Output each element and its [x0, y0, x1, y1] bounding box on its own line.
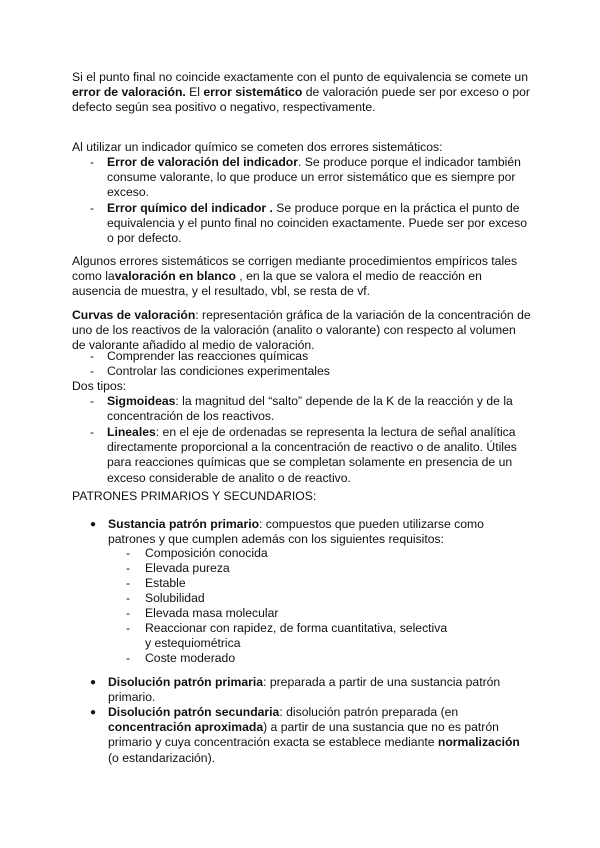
- term-error-quimico-indicador: Error químico del indicador .: [107, 201, 273, 215]
- term-disolucion-patron-secundaria: Disolución patrón secundaria: [108, 705, 280, 719]
- paragraph-indicador-intro: Al utilizar un indicador químico se cometen dos errores sistemáticos:: [72, 140, 443, 154]
- paragraph-curvas-valoracion: Curvas de valoración: representación gráfica de la variación de la concentración de uno de los reactivos de la valoración (analito o valorante) con respecto al volumen de valorante añadido al medio de valoración.: [72, 308, 531, 353]
- term-lineales: Lineales: [107, 425, 156, 439]
- paragraph-valoracion-blanco: Algunos errores sistemáticos se corrigen mediante procedimientos empíricos tales como lavaloración en blanco , en la que se valora el medio de reacción en ausencia de muestra, y el resultado, vbl, se resta de vf.: [72, 254, 518, 299]
- list-item: - Solubilidad: [126, 591, 205, 605]
- bullet-item: ● Disolución patrón primaria: preparada a partir de una sustancia patrón primario.: [90, 675, 501, 705]
- term-valoracion-blanco: valoración en blanco: [114, 269, 236, 284]
- term-disolucion-patron-primaria: Disolución patrón primaria: [108, 675, 264, 689]
- bullet-item: ● Sustancia patrón primario: compuestos que pueden utilizarse como patrones y que cumplen además con los siguientes requisitos:: [90, 517, 484, 547]
- list-item: - Elevada pureza: [126, 561, 230, 575]
- list-item: - Estable: [126, 576, 186, 590]
- list-item: - Elevada masa molecular: [126, 606, 279, 620]
- bullet-dot-icon: ●: [90, 707, 97, 718]
- term-concentracion-aproximada: concentración aproximada: [108, 720, 264, 735]
- term-error-valoracion-indicador: Error de valoración del indicador: [107, 155, 298, 169]
- term-sigmoideas: Sigmoideas: [107, 394, 176, 408]
- list-item: - Coste moderado: [126, 651, 236, 665]
- bullet-dot-icon: ●: [90, 677, 97, 688]
- term-error-valoracion: error de valoración.: [72, 85, 186, 100]
- bullet-item: ● Disolución patrón secundaria: disolución patrón preparada (en concentración aproximada) a partir de una sustancia que no es patrón primario y cuya concentración exacta se establece mediante normalización (o estandarización).: [90, 705, 520, 765]
- list-item: - Controlar las condiciones experimentales: [90, 364, 330, 378]
- term-normalizacion: normalización: [437, 735, 520, 750]
- list-item: - Composición conocida: [126, 546, 268, 560]
- list-item: - Error químico del indicador . Se produce porque en la práctica el punto de equivalencia y el punto final no coinciden exactamente. Puede ser por exceso o por defecto.: [90, 201, 528, 246]
- list-item: - Comprender las reacciones químicas: [90, 349, 309, 363]
- paragraph-error-valoracion: Si el punto final no coincide exactamente con el punto de equivalencia se comete un error de valoración. El error sistemático de valoración puede ser por exceso o por defecto según sea positivo o negativo, respectivamente.: [72, 70, 530, 115]
- list-item: - Lineales: en el eje de ordenadas se representa la lectura de señal analítica directamente proporcional a la concentración de reactivo o de analito. Útiles para reacciones químicas que se completan solamente en presencia de un exceso considerable de analito o de reactivo.: [90, 425, 517, 485]
- term-curvas-valoracion: Curvas de valoración: [72, 308, 196, 322]
- section-heading-patrones: PATRONES PRIMARIOS Y SECUNDARIOS:: [72, 489, 317, 503]
- term-sustancia-patron-primario: Sustancia patrón primario: [108, 517, 260, 531]
- list-item: - Error de valoración del indicador. Se produce porque el indicador también consume valorante, lo que produce un error sistemático que es siempre por exceso.: [90, 155, 521, 200]
- bullet-dot-icon: ●: [90, 519, 97, 530]
- list-item: - Reaccionar con rapidez, de forma cuantitativa, selectiva y estequiométrica: [126, 621, 448, 651]
- list-item: - Sigmoideas: la magnitud del “salto” depende de la K de la reacción y de la concentración de los reactivos.: [90, 394, 513, 424]
- dos-tipos-label: Dos tipos:: [72, 379, 127, 393]
- term-error-sistematico: error sistemático: [203, 85, 303, 100]
